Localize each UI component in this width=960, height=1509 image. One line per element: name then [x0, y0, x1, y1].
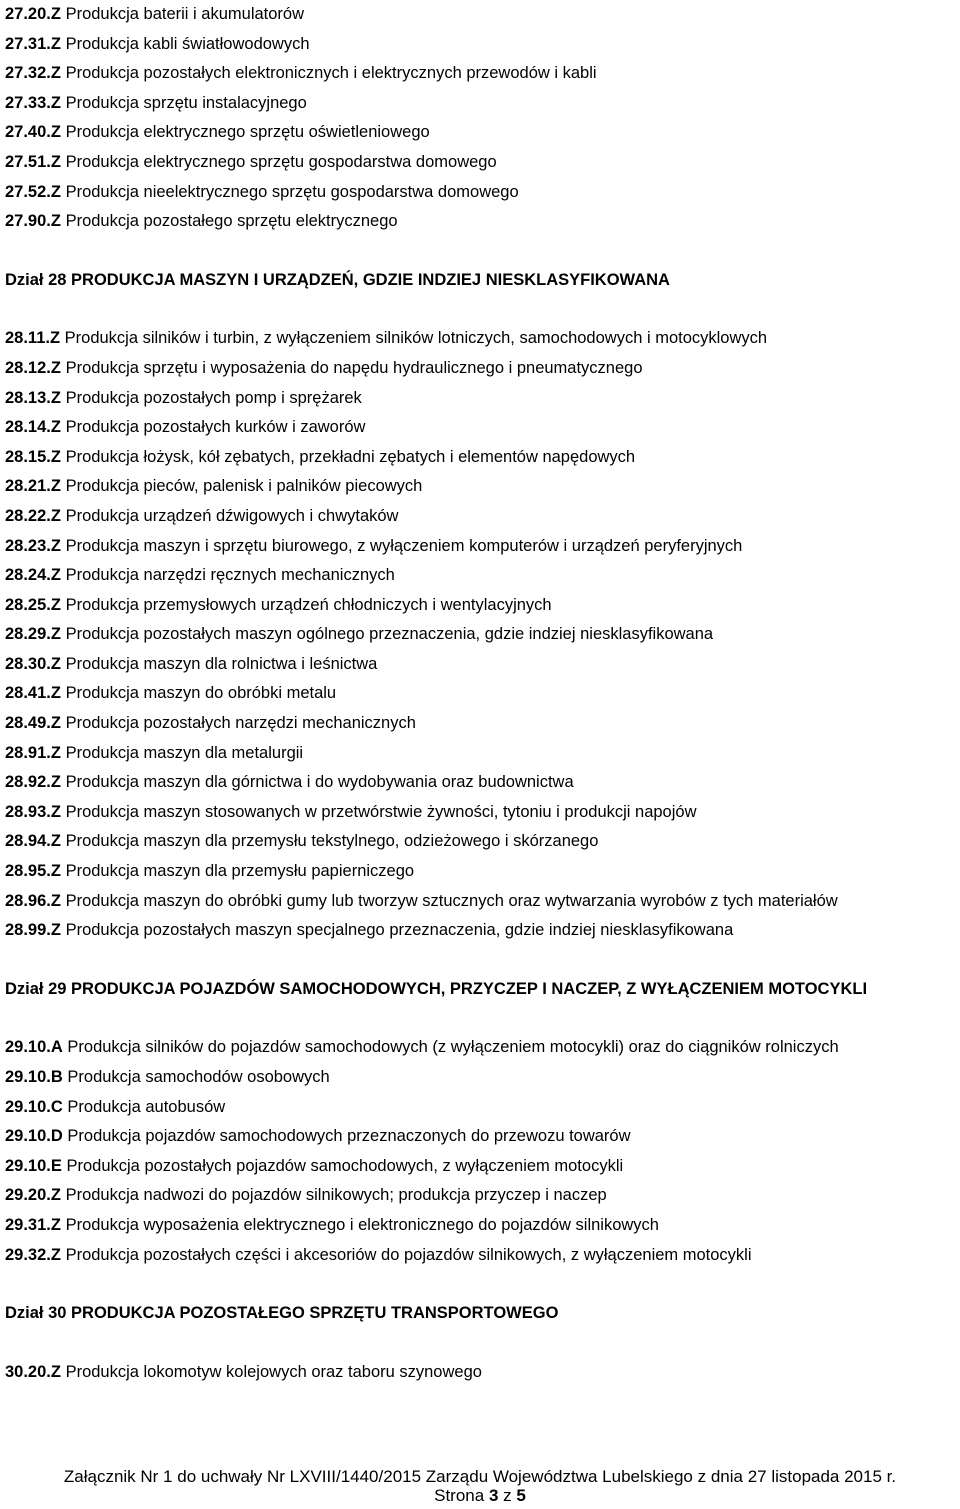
pkd-description: Produkcja wyposażenia elektrycznego i elektronicznego do pojazdów silnikowych	[65, 1215, 659, 1234]
page-current: 3	[488, 1485, 499, 1505]
list-item	[5, 59, 955, 89]
pkd-description: Produkcja pozostałych pomp i sprężarek	[65, 388, 362, 407]
document-body	[5, 0, 955, 1387]
pkd-code: 28.25.Z	[5, 595, 61, 614]
pkd-description: Produkcja pozostałych części i akcesoriów do pojazdów silnikowych, z wyłączeniem motocykli	[65, 1245, 752, 1264]
list-item	[5, 798, 955, 828]
pkd-description: Produkcja maszyn do obróbki metalu	[65, 684, 337, 703]
list-item	[5, 1093, 955, 1123]
pkd-description: Produkcja silników i turbin, z wyłączeniem silników lotniczych, samochodowych i motocyklowych	[64, 329, 768, 348]
list-item	[5, 148, 955, 178]
page-footer	[0, 1468, 960, 1505]
pkd-code: 29.10.B	[5, 1068, 63, 1086]
list-item	[5, 739, 955, 769]
pkd-code: 28.91.Z	[5, 743, 61, 762]
pkd-description: Produkcja narzędzi ręcznych mechanicznych	[65, 566, 395, 585]
list-item	[5, 1211, 955, 1241]
section-heading-30: Dział 30 PRODUKCJA POZOSTAŁEGO SPRZĘTU TRANSPORTOWEGO	[5, 1304, 559, 1323]
pkd-code: 28.22.Z	[5, 506, 61, 525]
page-total: 5	[516, 1485, 526, 1505]
pkd-code: 29.31.Z	[5, 1215, 61, 1234]
pkd-code: 27.52.Z	[5, 182, 61, 201]
list-item	[5, 916, 955, 946]
list-item	[5, 591, 955, 621]
pkd-description: Produkcja autobusów	[67, 1097, 226, 1116]
pkd-description: Produkcja pojazdów samochodowych przeznaczonych do przewozu towarów	[67, 1127, 631, 1146]
page-label: Strona	[434, 1485, 485, 1505]
pkd-description: Produkcja maszyn i sprzętu biurowego, z wyłączeniem komputerów i urządzeń peryferyjnych	[65, 536, 743, 555]
pkd-description: Produkcja sprzętu instalacyjnego	[65, 93, 307, 112]
list-item	[5, 413, 955, 443]
list-item	[5, 178, 955, 208]
pkd-code: 27.33.Z	[5, 93, 61, 112]
pkd-description: Produkcja pozostałych narzędzi mechanicznych	[65, 714, 416, 733]
page-number	[0, 1487, 960, 1506]
list-item	[5, 89, 955, 119]
pkd-code: 27.32.Z	[5, 64, 61, 83]
pkd-code: 29.20.Z	[5, 1186, 61, 1205]
pkd-code: 28.94.Z	[5, 832, 61, 851]
pkd-code: 28.13.Z	[5, 388, 61, 407]
pkd-code: 28.24.Z	[5, 566, 61, 585]
pkd-description: Produkcja urządzeń dźwigowych i chwytaków	[65, 506, 399, 525]
pkd-description: Produkcja maszyn do obróbki gumy lub tworzyw sztucznych oraz wytwarzania wyrobów z tych materiałów	[65, 891, 838, 910]
page-separator: z	[503, 1485, 512, 1505]
pkd-description: Produkcja elektrycznego sprzętu gospodarstwa domowego	[65, 152, 497, 171]
pkd-description: Produkcja pozostałych maszyn specjalnego przeznaczenia, gdzie indziej niesklasyfikowana	[65, 921, 734, 940]
pkd-description: Produkcja nieelektrycznego sprzętu gospodarstwa domowego	[65, 182, 519, 201]
footer-attachment-note: Załącznik Nr 1 do uchwały Nr LXVIII/1440/2015 Zarządu Województwa Lubelskiego z dnia 27 listopada 2015 r.	[63, 1467, 897, 1486]
pkd-code: 29.10.E	[5, 1156, 62, 1175]
pkd-description: Produkcja samochodów osobowych	[67, 1068, 330, 1086]
section-heading-28: Dział 28 PRODUKCJA MASZYN I URZĄDZEŃ, GDZIE INDZIEJ NIESKLASYFIKOWANA	[5, 270, 670, 289]
pkd-code: 29.32.Z	[5, 1245, 61, 1264]
pkd-code: 28.30.Z	[5, 654, 61, 673]
pkd-code: 28.11.Z	[5, 329, 61, 348]
pkd-code: 28.21.Z	[5, 477, 61, 496]
pkd-description: Produkcja maszyn stosowanych w przetwórstwie żywności, tytoniu i produkcji napojów	[65, 802, 697, 821]
pkd-code: 29.10.D	[5, 1127, 63, 1146]
pkd-description: Produkcja pozostałych pojazdów samochodowych, z wyłączeniem motocykli	[66, 1156, 624, 1175]
pkd-code: 28.29.Z	[5, 625, 61, 644]
pkd-description: Produkcja pozostałych kurków i zaworów	[65, 418, 366, 437]
pkd-code: 27.31.Z	[5, 34, 61, 53]
entries-list-29	[5, 1033, 955, 1270]
pkd-description: Produkcja maszyn dla przemysłu tekstylnego, odzieżowego i skórzanego	[65, 832, 599, 851]
list-item	[5, 324, 955, 354]
list-item	[5, 887, 955, 917]
list-item	[5, 857, 955, 887]
list-item	[5, 472, 955, 502]
pkd-code: 28.99.Z	[5, 921, 61, 940]
pkd-code: 27.40.Z	[5, 123, 61, 142]
pkd-description: Produkcja maszyn dla górnictwa i do wydobywania oraz budownictwa	[65, 773, 574, 792]
pkd-code: 28.14.Z	[5, 418, 61, 437]
pkd-code: 28.93.Z	[5, 802, 61, 821]
pkd-code: 30.20.Z	[5, 1362, 61, 1381]
list-item	[5, 1122, 955, 1152]
entries-list-28	[5, 324, 955, 945]
pkd-description: Produkcja pozostałych elektronicznych i elektrycznych przewodów i kabli	[65, 64, 597, 83]
list-item	[5, 827, 955, 857]
pkd-description: Produkcja pozostałego sprzętu elektrycznego	[65, 212, 398, 231]
pkd-description: Produkcja maszyn dla rolnictwa i leśnictwa	[65, 654, 378, 673]
pkd-code: 27.51.Z	[5, 152, 61, 171]
pkd-description: Produkcja maszyn dla metalurgii	[65, 743, 304, 762]
list-item	[5, 30, 955, 60]
list-item	[5, 207, 955, 237]
entries-list-30	[5, 1358, 955, 1388]
list-item	[5, 532, 955, 562]
pkd-code: 29.10.A	[5, 1038, 63, 1057]
pkd-code: 27.90.Z	[5, 212, 61, 231]
pkd-code: 28.41.Z	[5, 684, 61, 703]
pkd-code: 29.10.C	[5, 1097, 63, 1116]
pkd-description: Produkcja elektrycznego sprzętu oświetleniowego	[65, 123, 430, 142]
pkd-description: Produkcja przemysłowych urządzeń chłodniczych i wentylacyjnych	[65, 595, 552, 614]
list-item	[5, 118, 955, 148]
list-item	[5, 384, 955, 414]
pkd-description: Produkcja pozostałych maszyn ogólnego przeznaczenia, gdzie indziej niesklasyfikowana	[65, 625, 714, 644]
list-item	[5, 1358, 955, 1388]
pkd-code: 28.92.Z	[5, 773, 61, 792]
pkd-description: Produkcja kabli światłowodowych	[65, 34, 310, 53]
pkd-description: Produkcja pieców, palenisk i palników piecowych	[65, 477, 423, 496]
section-heading-29: Dział 29 PRODUKCJA POJAZDÓW SAMOCHODOWYCH, PRZYCZEP I NACZEP, Z WYŁĄCZENIEM MOTOCYKLI	[5, 979, 868, 998]
list-item	[5, 620, 955, 650]
list-item	[5, 1241, 955, 1271]
entries-list-27	[5, 0, 955, 237]
pkd-code: 28.23.Z	[5, 536, 61, 555]
list-item	[5, 561, 955, 591]
list-item	[5, 1181, 955, 1211]
list-item	[5, 354, 955, 384]
list-item	[5, 502, 955, 532]
list-item	[5, 709, 955, 739]
pkd-description: Produkcja baterii i akumulatorów	[65, 5, 305, 23]
pkd-description: Produkcja łożysk, kół zębatych, przekładni zębatych i elementów napędowych	[65, 447, 636, 466]
list-item	[5, 679, 955, 709]
list-item	[5, 1063, 955, 1093]
pkd-description: Produkcja sprzętu i wyposażenia do napędu hydraulicznego i pneumatycznego	[65, 358, 643, 377]
pkd-description: Produkcja silników do pojazdów samochodowych (z wyłączeniem motocykli) oraz do ciągników rolniczych	[67, 1038, 839, 1057]
pkd-description: Produkcja nadwozi do pojazdów silnikowych; produkcja przyczep i naczep	[65, 1186, 607, 1205]
list-item	[5, 443, 955, 473]
pkd-code: 28.15.Z	[5, 447, 61, 466]
pkd-description: Produkcja maszyn dla przemysłu papierniczego	[65, 862, 415, 881]
pkd-code: 27.20.Z	[5, 5, 61, 23]
list-item	[5, 1033, 955, 1063]
list-item	[5, 768, 955, 798]
pkd-code: 28.95.Z	[5, 862, 61, 881]
pkd-code: 28.12.Z	[5, 358, 61, 377]
pkd-description: Produkcja lokomotyw kolejowych oraz taboru szynowego	[65, 1362, 482, 1381]
pkd-code: 28.49.Z	[5, 714, 61, 733]
pkd-code: 28.96.Z	[5, 891, 61, 910]
list-item	[5, 0, 955, 30]
list-item	[5, 1152, 955, 1182]
list-item	[5, 650, 955, 680]
